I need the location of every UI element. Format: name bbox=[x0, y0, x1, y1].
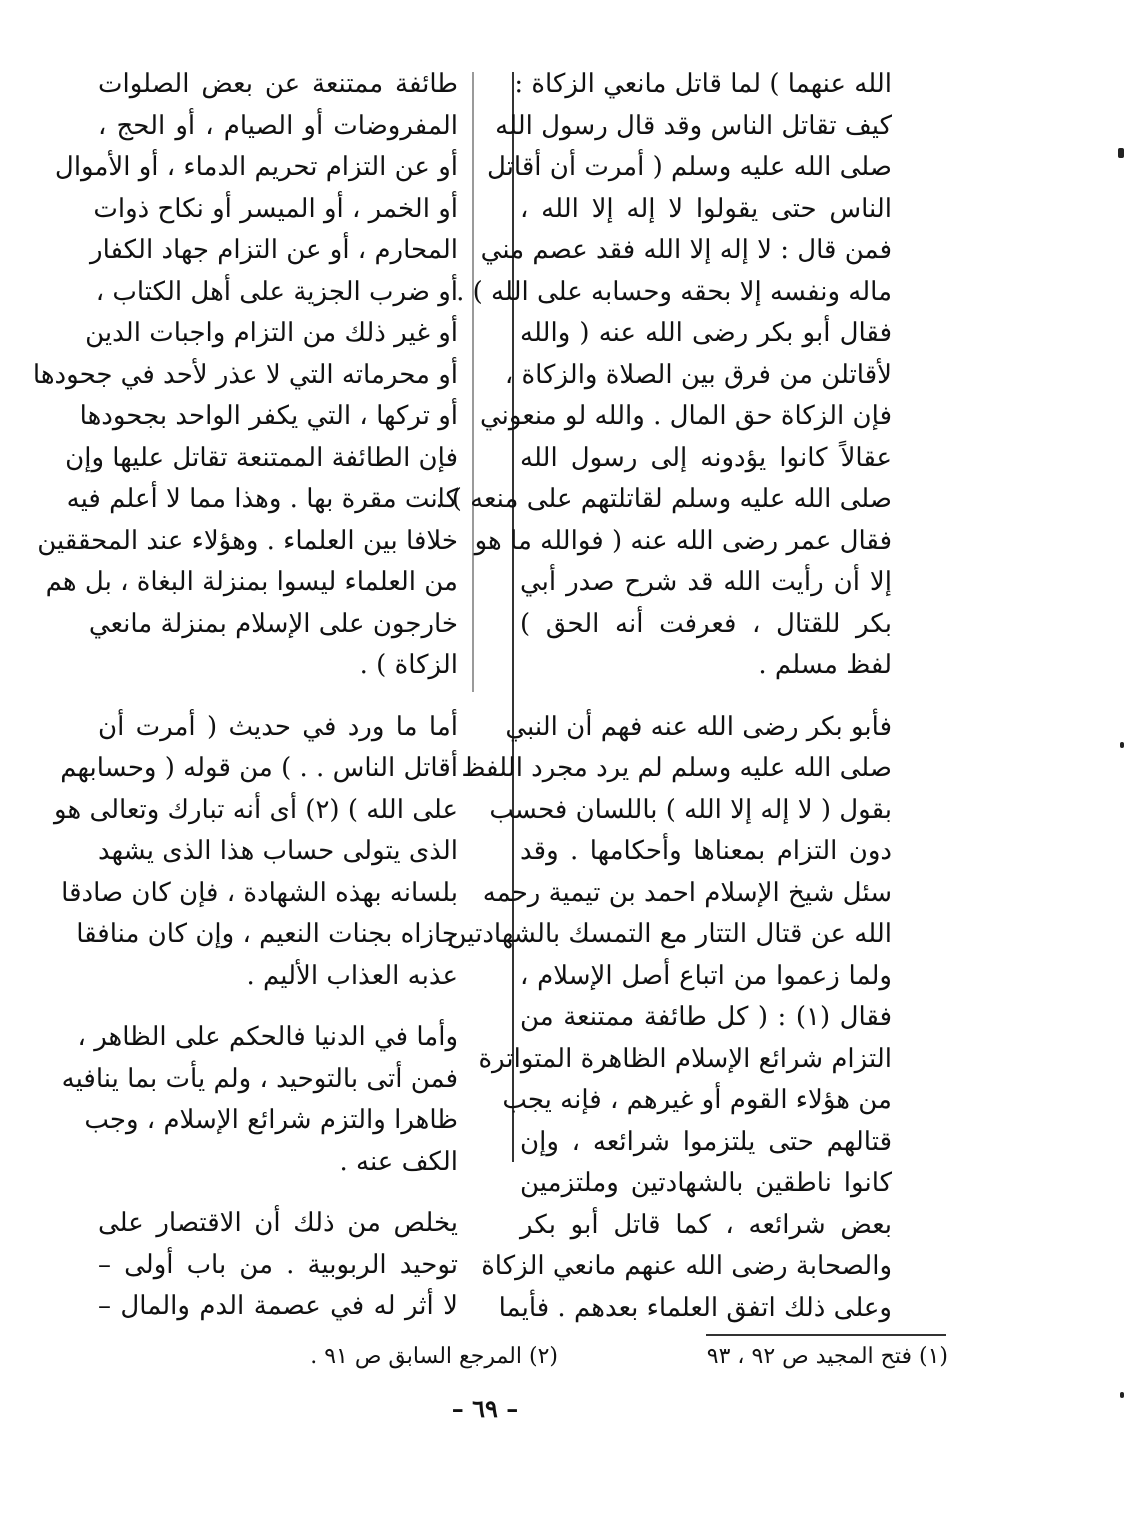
text-line: الله عنهما ) لما قاتل مانعي الزكاة : bbox=[514, 69, 892, 99]
text-line: من هؤلاء القوم أو غيرهم ، فإنه يجب bbox=[502, 1085, 892, 1115]
scan-speck bbox=[1120, 1392, 1124, 1398]
text-line: صلى الله عليه وسلم لم يرد مجرد اللفظ bbox=[461, 753, 892, 783]
text-line: صلى الله عليه وسلم لقاتلتهم على منعه ) . bbox=[435, 484, 892, 514]
text-line: قتالهم حتى يلتزموا شرائعه ، وإن bbox=[520, 1126, 892, 1157]
left-column bbox=[32, 64, 458, 1328]
text-line: بعض شرائعه ، كما قاتل أبو بكر bbox=[520, 1209, 892, 1240]
text-line: من العلماء ليسوا بمنزلة البغاة ، بل هم bbox=[45, 567, 458, 597]
text-line: وأما في الدنيا فالحكم على الظاهر ، bbox=[77, 1022, 458, 1052]
text-line: أو الخمر ، أو الميسر أو نكاح ذوات bbox=[93, 193, 458, 224]
text-line: لفظ مسلم . bbox=[758, 650, 892, 680]
text-line: فقال عمر رضى الله عنه ( فوالله ما هو bbox=[474, 525, 892, 556]
paragraph bbox=[447, 707, 893, 1330]
text-line: عذبه العذاب الأليم . bbox=[246, 960, 458, 991]
text-line: الله عن قتال التتار مع التمسك بالشهادتين bbox=[447, 919, 892, 949]
text-line: ولما زعموا من اتباع أصل الإسلام ، bbox=[520, 960, 892, 991]
text-line: الزكاة ) . bbox=[359, 650, 458, 680]
text-line: لا أثر له في عصمة الدم والمال – bbox=[98, 1291, 458, 1321]
text-line: على الله ) (٢) أى أنه تبارك وتعالى هو bbox=[54, 794, 458, 825]
text-line: طائفة ممتنعة عن بعض الصلوات bbox=[98, 69, 458, 99]
binding-shadow bbox=[472, 72, 474, 692]
footnote-1: (١) فتح المجيد ص ٩٢ ، ٩٣ bbox=[706, 1344, 948, 1369]
text-line: الكف عنه . bbox=[339, 1146, 458, 1177]
text-line: خلافا بين العلماء . وهؤلاء عند المحققين bbox=[37, 525, 458, 556]
paragraph bbox=[54, 707, 458, 998]
text-line: يخلص من ذلك أن الاقتصار على bbox=[98, 1208, 458, 1238]
text-line: التزام شرائع الإسلام الظاهرة المتواترة bbox=[478, 1043, 892, 1074]
text-line: المحارم ، أو عن التزام جهاد الكفار bbox=[90, 235, 458, 265]
text-line: فقال أبو بكر رضى الله عنه ( والله bbox=[520, 318, 892, 348]
paragraph bbox=[435, 64, 892, 687]
paragraph bbox=[32, 64, 458, 687]
text-line: ظاهرا والتزم شرائع الإسلام ، وجب bbox=[84, 1105, 458, 1135]
text-line: أما ما ورد في حديث ( أمرت أن bbox=[98, 711, 458, 742]
text-line: بقول ( لا إله إلا الله ) باللسان فحسب bbox=[489, 794, 892, 825]
text-line: كانت مقرة بها . وهذا مما لا أعلم فيه bbox=[66, 484, 458, 514]
text-line: أو ضرب الجزية على أهل الكتاب ، bbox=[95, 276, 458, 307]
text-line: لأقاتلن من فرق بين الصلاة والزكاة ، bbox=[504, 359, 892, 390]
text-line: فقال (١) : ( كل طائفة ممتنعة من bbox=[520, 1002, 893, 1032]
scan-speck bbox=[1118, 148, 1124, 158]
text-line: بكر للقتال ، فعرفت أنه الحق ) bbox=[520, 608, 892, 639]
text-line: بلسانه بهذه الشهادة ، فإن كان صادقا bbox=[61, 877, 458, 908]
text-line: توحيد الربوبية . من باب أولى – bbox=[98, 1249, 458, 1280]
text-line: ماله ونفسه إلا بحقه وحسابه على الله ) . bbox=[456, 276, 892, 307]
text-line: خارجون على الإسلام بمنزلة مانعي bbox=[88, 608, 458, 639]
text-line: الناس حتى يقولوا لا إله إلا الله ، bbox=[520, 193, 892, 224]
text-line: فإن الزكاة حق المال . والله لو منعوني bbox=[480, 401, 892, 431]
text-line: أو غير ذلك من التزام واجبات الدين bbox=[85, 318, 458, 348]
text-line: فأبو بكر رضى الله عنه فهم أن النبي bbox=[505, 711, 892, 742]
footnote-rule bbox=[706, 1334, 946, 1336]
text-line: وعلى ذلك اتفق العلماء بعدهم . فأيما bbox=[498, 1292, 892, 1323]
text-line: صلى الله عليه وسلم ( أمرت أن أقاتل bbox=[487, 152, 892, 182]
text-line: كيف تقاتل الناس وقد قال رسول الله bbox=[495, 110, 892, 141]
text-line: المفروضات أو الصيام ، أو الحج ، bbox=[98, 110, 458, 141]
scan-speck bbox=[1120, 742, 1124, 748]
text-line: والصحابة رضى الله عنهم مانعي الزكاة bbox=[481, 1251, 892, 1281]
text-line: جازاه بجنات النعيم ، وإن كان منافقا bbox=[76, 919, 458, 949]
text-line: فمن قال : لا إله إلا الله فقد عصم مني bbox=[480, 235, 892, 265]
paragraph bbox=[61, 1017, 458, 1183]
text-line: أو تركها ، التي يكفر الواحد بجحودها bbox=[79, 401, 458, 431]
footnote-2: (٢) المرجع السابق ص ٩١ . bbox=[310, 1344, 558, 1369]
text-line: عقالاً كانوا يؤدونه إلى رسول الله bbox=[520, 442, 892, 473]
text-line: كانوا ناطقين بالشهادتين وملتزمين bbox=[520, 1168, 892, 1198]
text-line: أو محرماته التي لا عذر لأحد في جحودها bbox=[32, 359, 458, 390]
text-line: أقاتل الناس . . ) من قوله ( وحسابهم bbox=[60, 753, 458, 783]
text-line: سئل شيخ الإسلام احمد بن تيمية رحمه bbox=[482, 877, 892, 908]
right-column bbox=[435, 64, 893, 1329]
text-line: أو عن التزام تحريم الدماء ، أو الأموال bbox=[54, 152, 458, 182]
paragraph bbox=[98, 1203, 458, 1328]
text-line: فإن الطائفة الممتنعة تقاتل عليها وإن bbox=[65, 442, 458, 473]
page-number: – ٦٩ – bbox=[451, 1394, 519, 1423]
text-line: الذى يتولى حساب هذا الذى يشهد bbox=[97, 836, 458, 866]
text-line: إلا أن رأيت الله قد شرح صدر أبي bbox=[520, 567, 892, 597]
text-line: دون التزام بمعناها وأحكامها . وقد bbox=[520, 836, 892, 866]
text-line: فمن أتى بالتوحيد ، ولم يأت بما ينافيه bbox=[61, 1063, 458, 1094]
